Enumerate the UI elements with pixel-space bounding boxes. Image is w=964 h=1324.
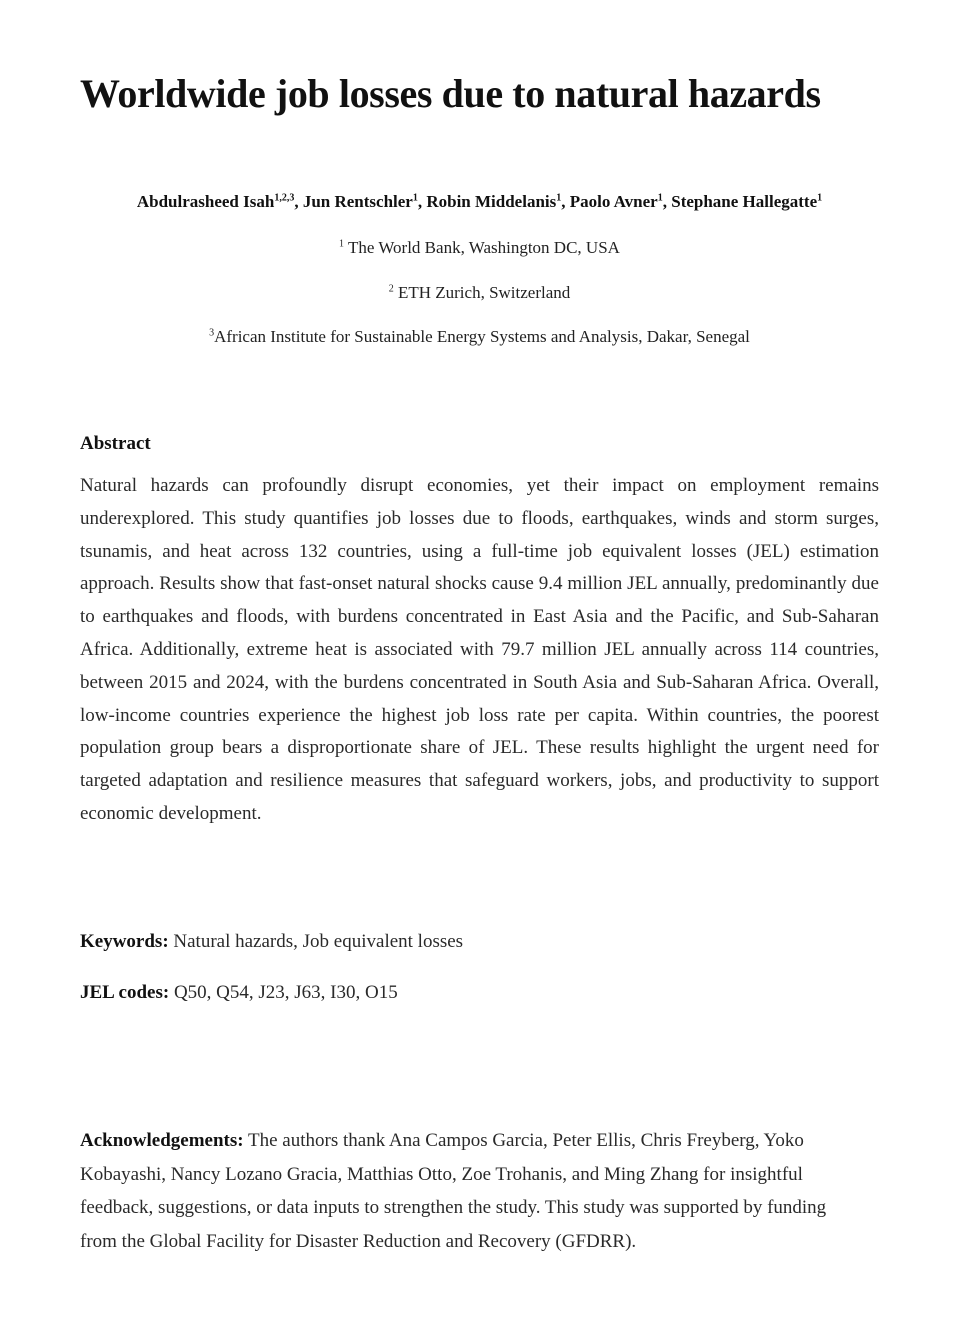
acknowledgements-label: Acknowledgements: xyxy=(80,1130,244,1151)
author-name: Paolo Avner xyxy=(569,192,658,211)
keywords-label: Keywords: xyxy=(80,931,169,952)
affiliation-1 xyxy=(80,236,879,260)
author-list xyxy=(80,190,879,214)
keywords-line xyxy=(80,929,879,955)
affiliation-mark: 1 xyxy=(339,238,345,250)
author-name: Robin Middelanis xyxy=(426,192,557,211)
paper-title: Worldwide job losses due to natural hazards xyxy=(80,71,821,116)
author-affiliation-mark: 1 xyxy=(412,192,418,204)
jel-codes-line xyxy=(80,980,879,1006)
author-affiliation-mark: 1 xyxy=(657,192,663,204)
abstract-text: Natural hazards can profoundly disrupt economies, yet their impact on employment remains underexplored. This study quantifies job losses due to floods, earthquakes, winds and storm surges, tsunamis, and heat across 132 countries, using a full-time job equivalent losses (JEL) estimation approach. Results show that fast-onset natural shocks cause 9.4 million JEL annually, predominantly due to earthquakes and floods, with burdens concentrated in East Asia and the Pacific, and Sub-Saharan Africa. Additionally, extreme heat is associated with 79.7 million JEL annually across 114 countries, between 2015 and 2024, with the burdens concentrated in South Asia and Sub-Saharan Africa. Overall, low-income countries experience the highest job loss rate per capita. Within countries, the poorest population group bears a disproportionate share of JEL. These results highlight the urgent need for targeted adaptation and resilience measures that safeguard workers, jobs, and productivity to support economic development. xyxy=(80,475,879,824)
author-name: Jun Rentschler xyxy=(302,192,413,211)
abstract-heading: Abstract xyxy=(80,433,151,454)
author-affiliation-mark: 1 xyxy=(556,192,562,204)
acknowledgements-paragraph xyxy=(80,1124,860,1258)
affiliation-text: African Institute for Sustainable Energy Systems and Analysis, Dakar, Senegal xyxy=(214,327,750,346)
affiliation-text: ETH Zurich, Switzerland xyxy=(393,283,571,302)
author-affiliation-mark: 1,2,3 xyxy=(274,192,295,204)
author-separator: , xyxy=(561,192,570,211)
acknowledgements-text: The authors thank Ana Campos Garcia, Peter Ellis, Chris Freyberg, Yoko Kobayashi, Nancy Lozano Gracia, Matthias Otto, Zoe Trohanis, and Ming Zhang for insightful feedback, suggestions, or data inputs to strengthen the study. This study was supported by funding from the Global Facility for Disaster Reduction and Recovery (GFDRR). xyxy=(80,1130,827,1252)
affiliation-3 xyxy=(80,325,879,349)
jel-codes-label: JEL codes: xyxy=(80,982,170,1003)
author-affiliation-mark: 1 xyxy=(817,192,823,204)
author-separator: , xyxy=(294,192,303,211)
author-separator: , xyxy=(662,192,672,211)
affiliation-2 xyxy=(80,281,879,305)
affiliation-text: The World Bank, Washington DC, USA xyxy=(344,238,620,257)
affiliation-mark: 3 xyxy=(209,327,215,339)
author-name: Stephane Hallegatte xyxy=(671,192,818,211)
affiliation-mark: 2 xyxy=(388,283,394,295)
author-name: Abdulrasheed Isah xyxy=(136,192,275,211)
keywords-text: Natural hazards, Job equivalent losses xyxy=(168,931,464,952)
author-separator: , xyxy=(417,192,427,211)
jel-codes-text: Q50, Q54, J23, J63, I30, O15 xyxy=(169,982,398,1003)
